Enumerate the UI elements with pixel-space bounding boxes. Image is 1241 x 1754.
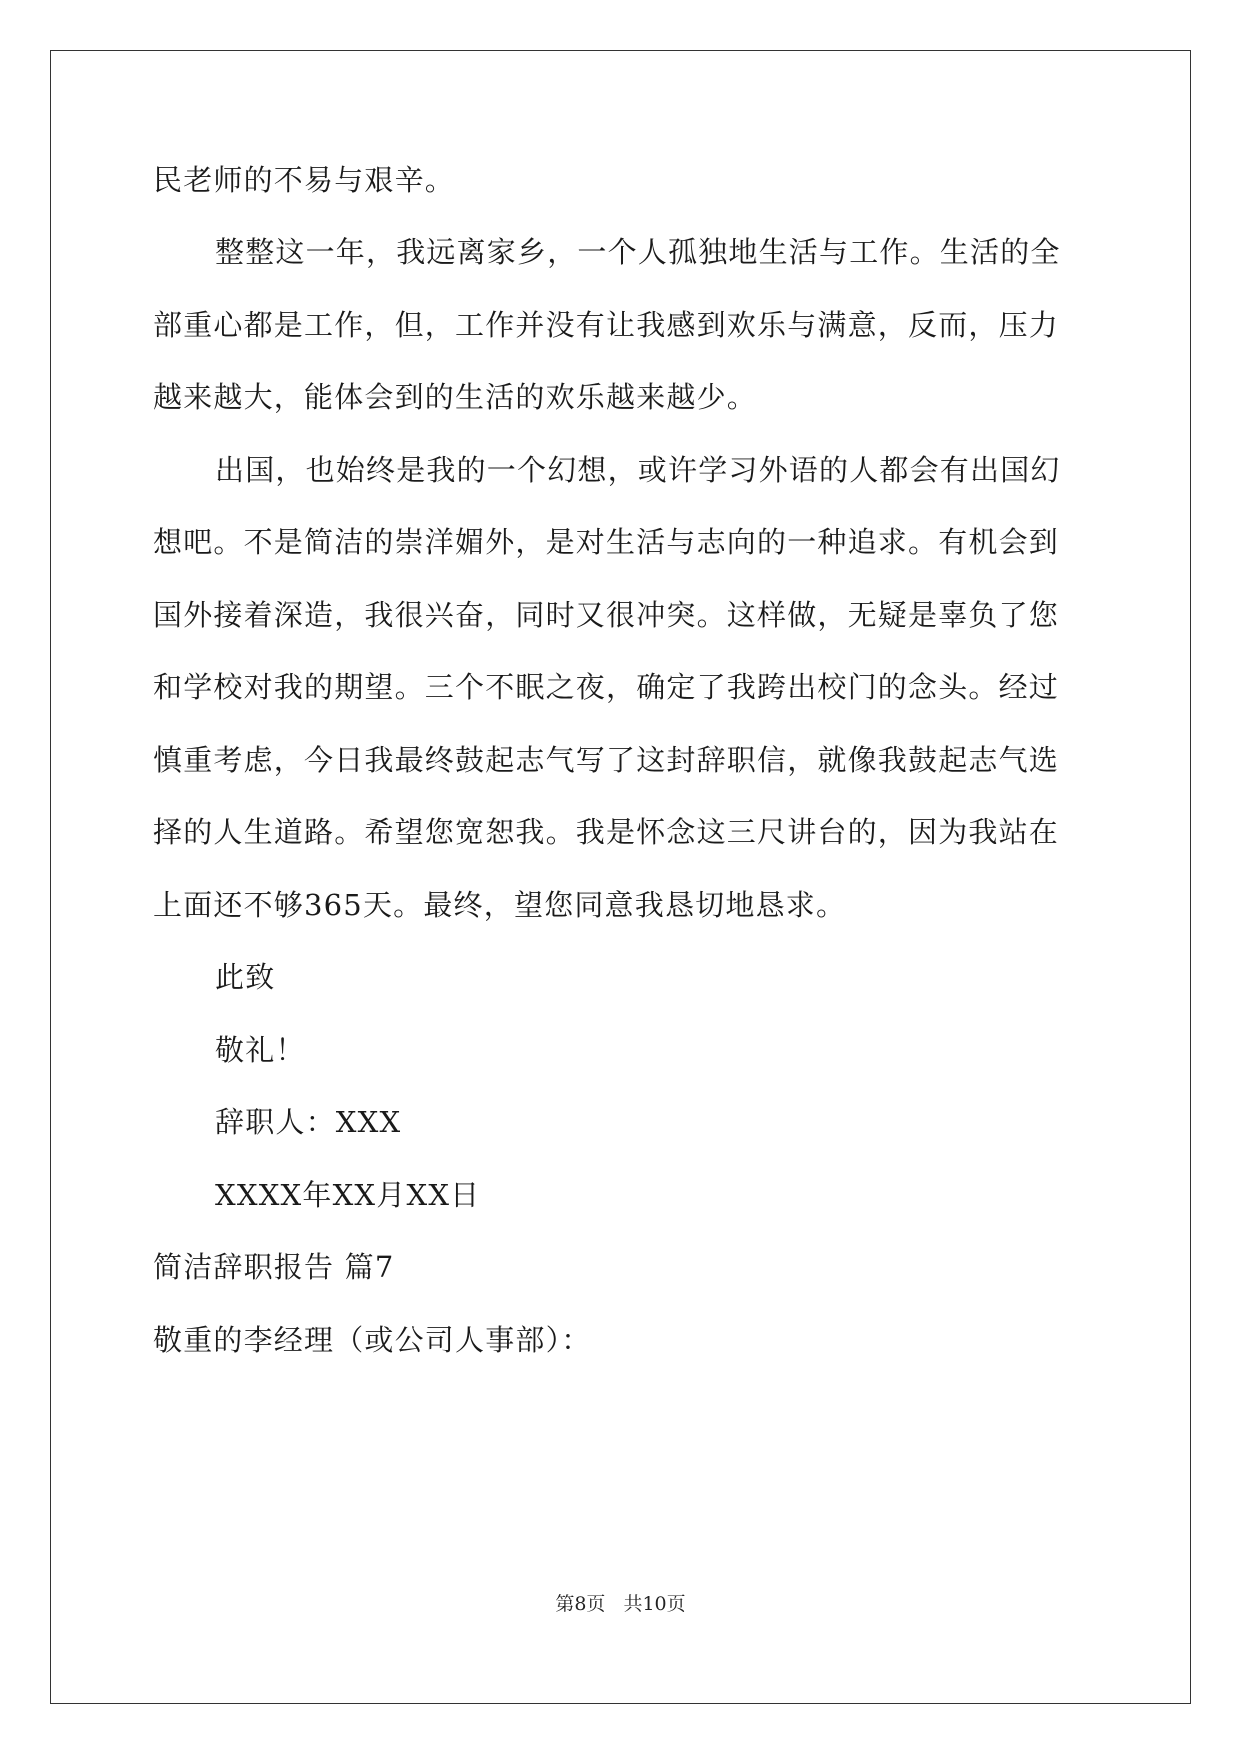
paragraph-line: 出国，也始终是我的一个幻想，或许学习外语的人都会有出国幻: [215, 453, 1061, 487]
section-heading: 简洁辞职报告 篇7: [153, 1250, 395, 1284]
paragraph-line: 部重心都是工作，但，工作并没有让我感到欢乐与满意，反而，压力: [153, 308, 1060, 342]
page-footer: [0, 1592, 1241, 1616]
paragraph-line: 择的人生道路。希望您宽恕我。我是怀念这三尺讲台的，因为我站在: [153, 815, 1060, 849]
text-line: 民老师的不易与艰辛。: [153, 163, 456, 197]
page-count: 共10页: [623, 1593, 686, 1615]
paragraph-line: 和学校对我的期望。三个不眠之夜，确定了我跨出校门的念头。经过: [153, 670, 1060, 704]
closing-salutation: 此致: [215, 960, 276, 994]
paragraph-line: 上面还不够365天。最终，望您同意我恳切地恳求。: [153, 888, 847, 922]
paragraph-line: 越来越大，能体会到的生活的欢乐越来越少。: [153, 380, 758, 414]
page-number: 第8页: [555, 1593, 606, 1615]
closing-regards: 敬礼！: [215, 1033, 306, 1067]
date-line: XXXX年XX月XX日: [215, 1178, 481, 1212]
letter-greeting: 敬重的李经理（或公司人事部）：: [153, 1323, 592, 1357]
paragraph-line: 整整这一年，我远离家乡，一个人孤独地生活与工作。生活的全: [215, 235, 1061, 269]
signature-line: 辞职人：XXX: [215, 1105, 402, 1139]
paragraph-line: 想吧。不是简洁的崇洋媚外，是对生活与志向的一种追求。有机会到: [153, 525, 1060, 559]
page-border: [50, 50, 1191, 1704]
paragraph-line: 慎重考虑，今日我最终鼓起志气写了这封辞职信，就像我鼓起志气选: [153, 743, 1060, 777]
paragraph-line: 国外接着深造，我很兴奋，同时又很冲突。这样做，无疑是辜负了您: [153, 598, 1060, 632]
